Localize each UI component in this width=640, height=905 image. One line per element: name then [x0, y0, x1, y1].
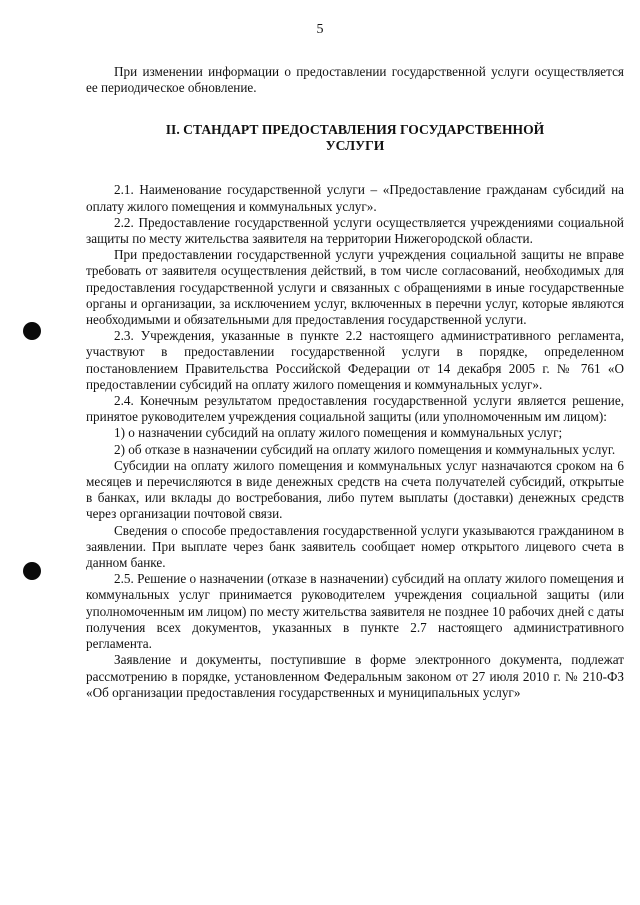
section-heading — [86, 122, 624, 154]
paragraph-method-info: Сведения о способе предоставления государственной услуги указываются гражданином в заявлении. При выплате через банк заявитель сообщает номер открытого лицевого счета в данном банке. — [86, 522, 624, 571]
section-heading-line-1: II. СТАНДАРТ ПРЕДОСТАВЛЕНИЯ ГОСУДАРСТВЕННОЙ — [165, 122, 545, 138]
paragraph-2-3: 2.3. Учреждения, указанные в пункте 2.2 настоящего административного регламента, участвуют в предоставлении государственной услуги в порядке, определенном постановлением Правительства Российской Федерации от 14 декабря 2005 г. № 761 «О предоставлении субсидий на оплату жилого помещения и коммунальных услуг». — [86, 328, 624, 392]
paragraph-subsidy-term: Субсидии на оплату жилого помещения и коммунальных услуг назначаются сроком на 6 месяцев и перечисляются в виде денежных средств на счета получателей субсидий, открытые в банках, или вклады до востребования, либо путем выплаты (доставки) денежных средств через организации почтовой связи. — [86, 457, 624, 522]
page-number: 5 — [316, 22, 324, 37]
paragraph-2-2-requirements: При предоставлении государственной услуги учреждения социальной защиты не вправе требовать от заявителя осуществления действий, в том числе согласований, необходимых для предоставления государственной услуги и связанных с обращениями в иные государственные органы и организации, за исключением услуг, включенных в перечни услуг, которые являются необходимыми и обязательными для предоставления государственной услуги. — [86, 247, 624, 328]
punch-hole-top — [23, 322, 41, 340]
section-heading-line-2: УСЛУГИ — [325, 138, 385, 154]
list-item-2: 2) об отказе в назначении субсидий на оплату жилого помещения и коммунальных услуг. — [114, 441, 616, 457]
punch-hole-bottom — [23, 562, 41, 580]
list-item-1: 1) о назначении субсидий на оплату жилого помещения и коммунальных услуг; — [114, 425, 563, 441]
paragraph-2-4: 2.4. Конечным результатом предоставления государственной услуги является решение, принятое руководителем учреждения социальной защиты (или уполномоченным им лицом): — [86, 393, 624, 425]
document-body — [86, 64, 624, 701]
paragraph-2-5: 2.5. Решение о назначении (отказе в назначении) субсидий на оплату жилого помещения и коммунальных услуг принимается руководителем учреждения социальной защиты (или уполномоченным им лицом) по месту жительства заявителя не позднее 10 рабочих дней с даты получения всех документов, указанных в пункте 2.7 настоящего административного регламента. — [86, 571, 624, 652]
intro-paragraph: При изменении информации о предоставлении государственной услуги осуществляется ее периодическое обновление. — [86, 64, 624, 96]
paragraph-2-1: 2.1. Наименование государственной услуги – «Предоставление гражданам субсидий на оплату жилого помещения и коммунальных услуг». — [86, 182, 624, 214]
paragraph-electronic-docs: Заявление и документы, поступившие в форме электронного документа, подлежат рассмотрению в порядке, установленном Федеральным законом от 27 июля 2010 г. № 210-ФЗ «Об организации предоставления государственных и муниципальных услуг» — [86, 652, 624, 700]
paragraph-2-2: 2.2. Предоставление государственной услуги осуществляется учреждениями социальной защиты по месту жительства заявителя на территории Нижегородской области. — [86, 214, 624, 247]
